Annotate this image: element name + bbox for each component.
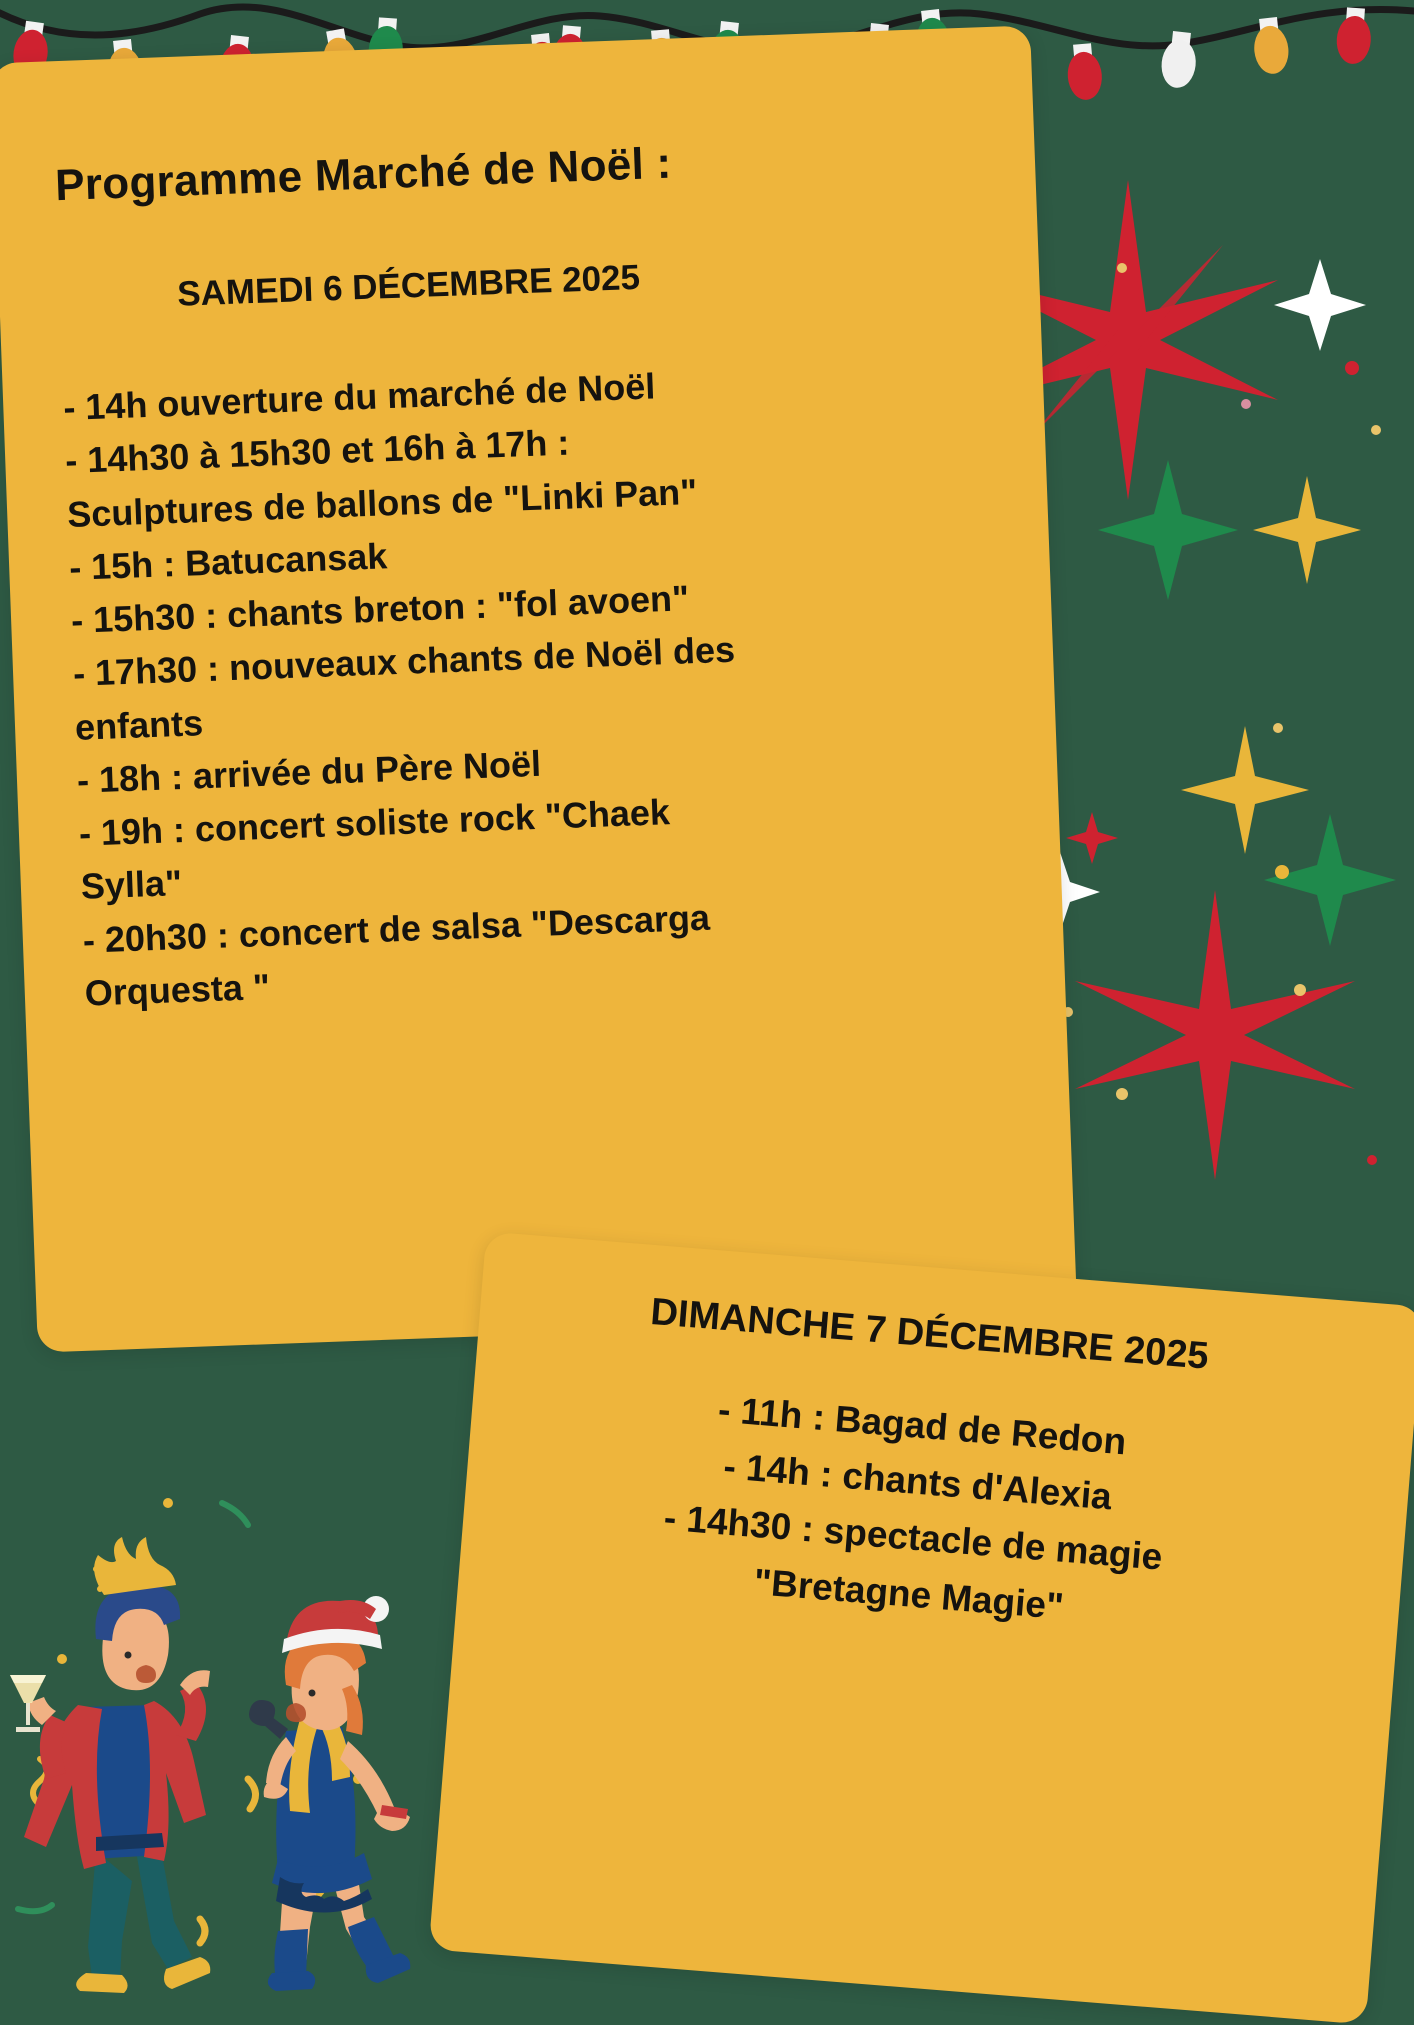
saturday-program-card <box>0 25 1077 1352</box>
list-item: - 14h30 à 15h30 et 16h à 17h : <box>64 421 571 482</box>
saturday-heading: SAMEDI 6 DÉCEMBRE 2025 <box>176 257 641 314</box>
list-item: - 18h : arrivée du Père Noël <box>76 742 542 801</box>
list-item: - 15h : Batucansak <box>68 535 388 588</box>
dancing-couple-illustration <box>0 1479 470 1999</box>
saturday-list <box>62 347 1015 1020</box>
sunday-list <box>458 1362 1373 1658</box>
list-item: - 14h ouverture du marché de Noël <box>62 365 656 429</box>
list-item: - 19h : concert soliste rock "Chaek <box>78 791 671 854</box>
list-item: Sylla" <box>80 862 183 908</box>
list-item: - 15h30 : chants breton : "fol avoen" <box>70 577 690 641</box>
list-item: enfants <box>74 701 204 748</box>
list-item: Orquesta " <box>84 965 271 1014</box>
list-item: "Bretagne Magie" <box>752 1560 1066 1627</box>
page-title: Programme Marché de Noël : <box>54 138 673 211</box>
list-item: - 14h : chants d'Alexia <box>722 1445 1114 1518</box>
list-item: Sculptures de ballons de "Linki Pan" <box>66 470 698 535</box>
list-item: - 14h30 : spectacle de magie <box>662 1497 1164 1579</box>
sunday-program-card <box>429 1231 1414 2024</box>
sunday-heading: DIMANCHE 7 DÉCEMBRE 2025 <box>648 1290 1211 1378</box>
list-item: - 17h30 : nouveaux chants de Noël des <box>72 628 736 695</box>
list-item: - 11h : Bagad de Redon <box>716 1388 1128 1463</box>
list-item: - 20h30 : concert de salsa "Descarga <box>82 896 711 961</box>
